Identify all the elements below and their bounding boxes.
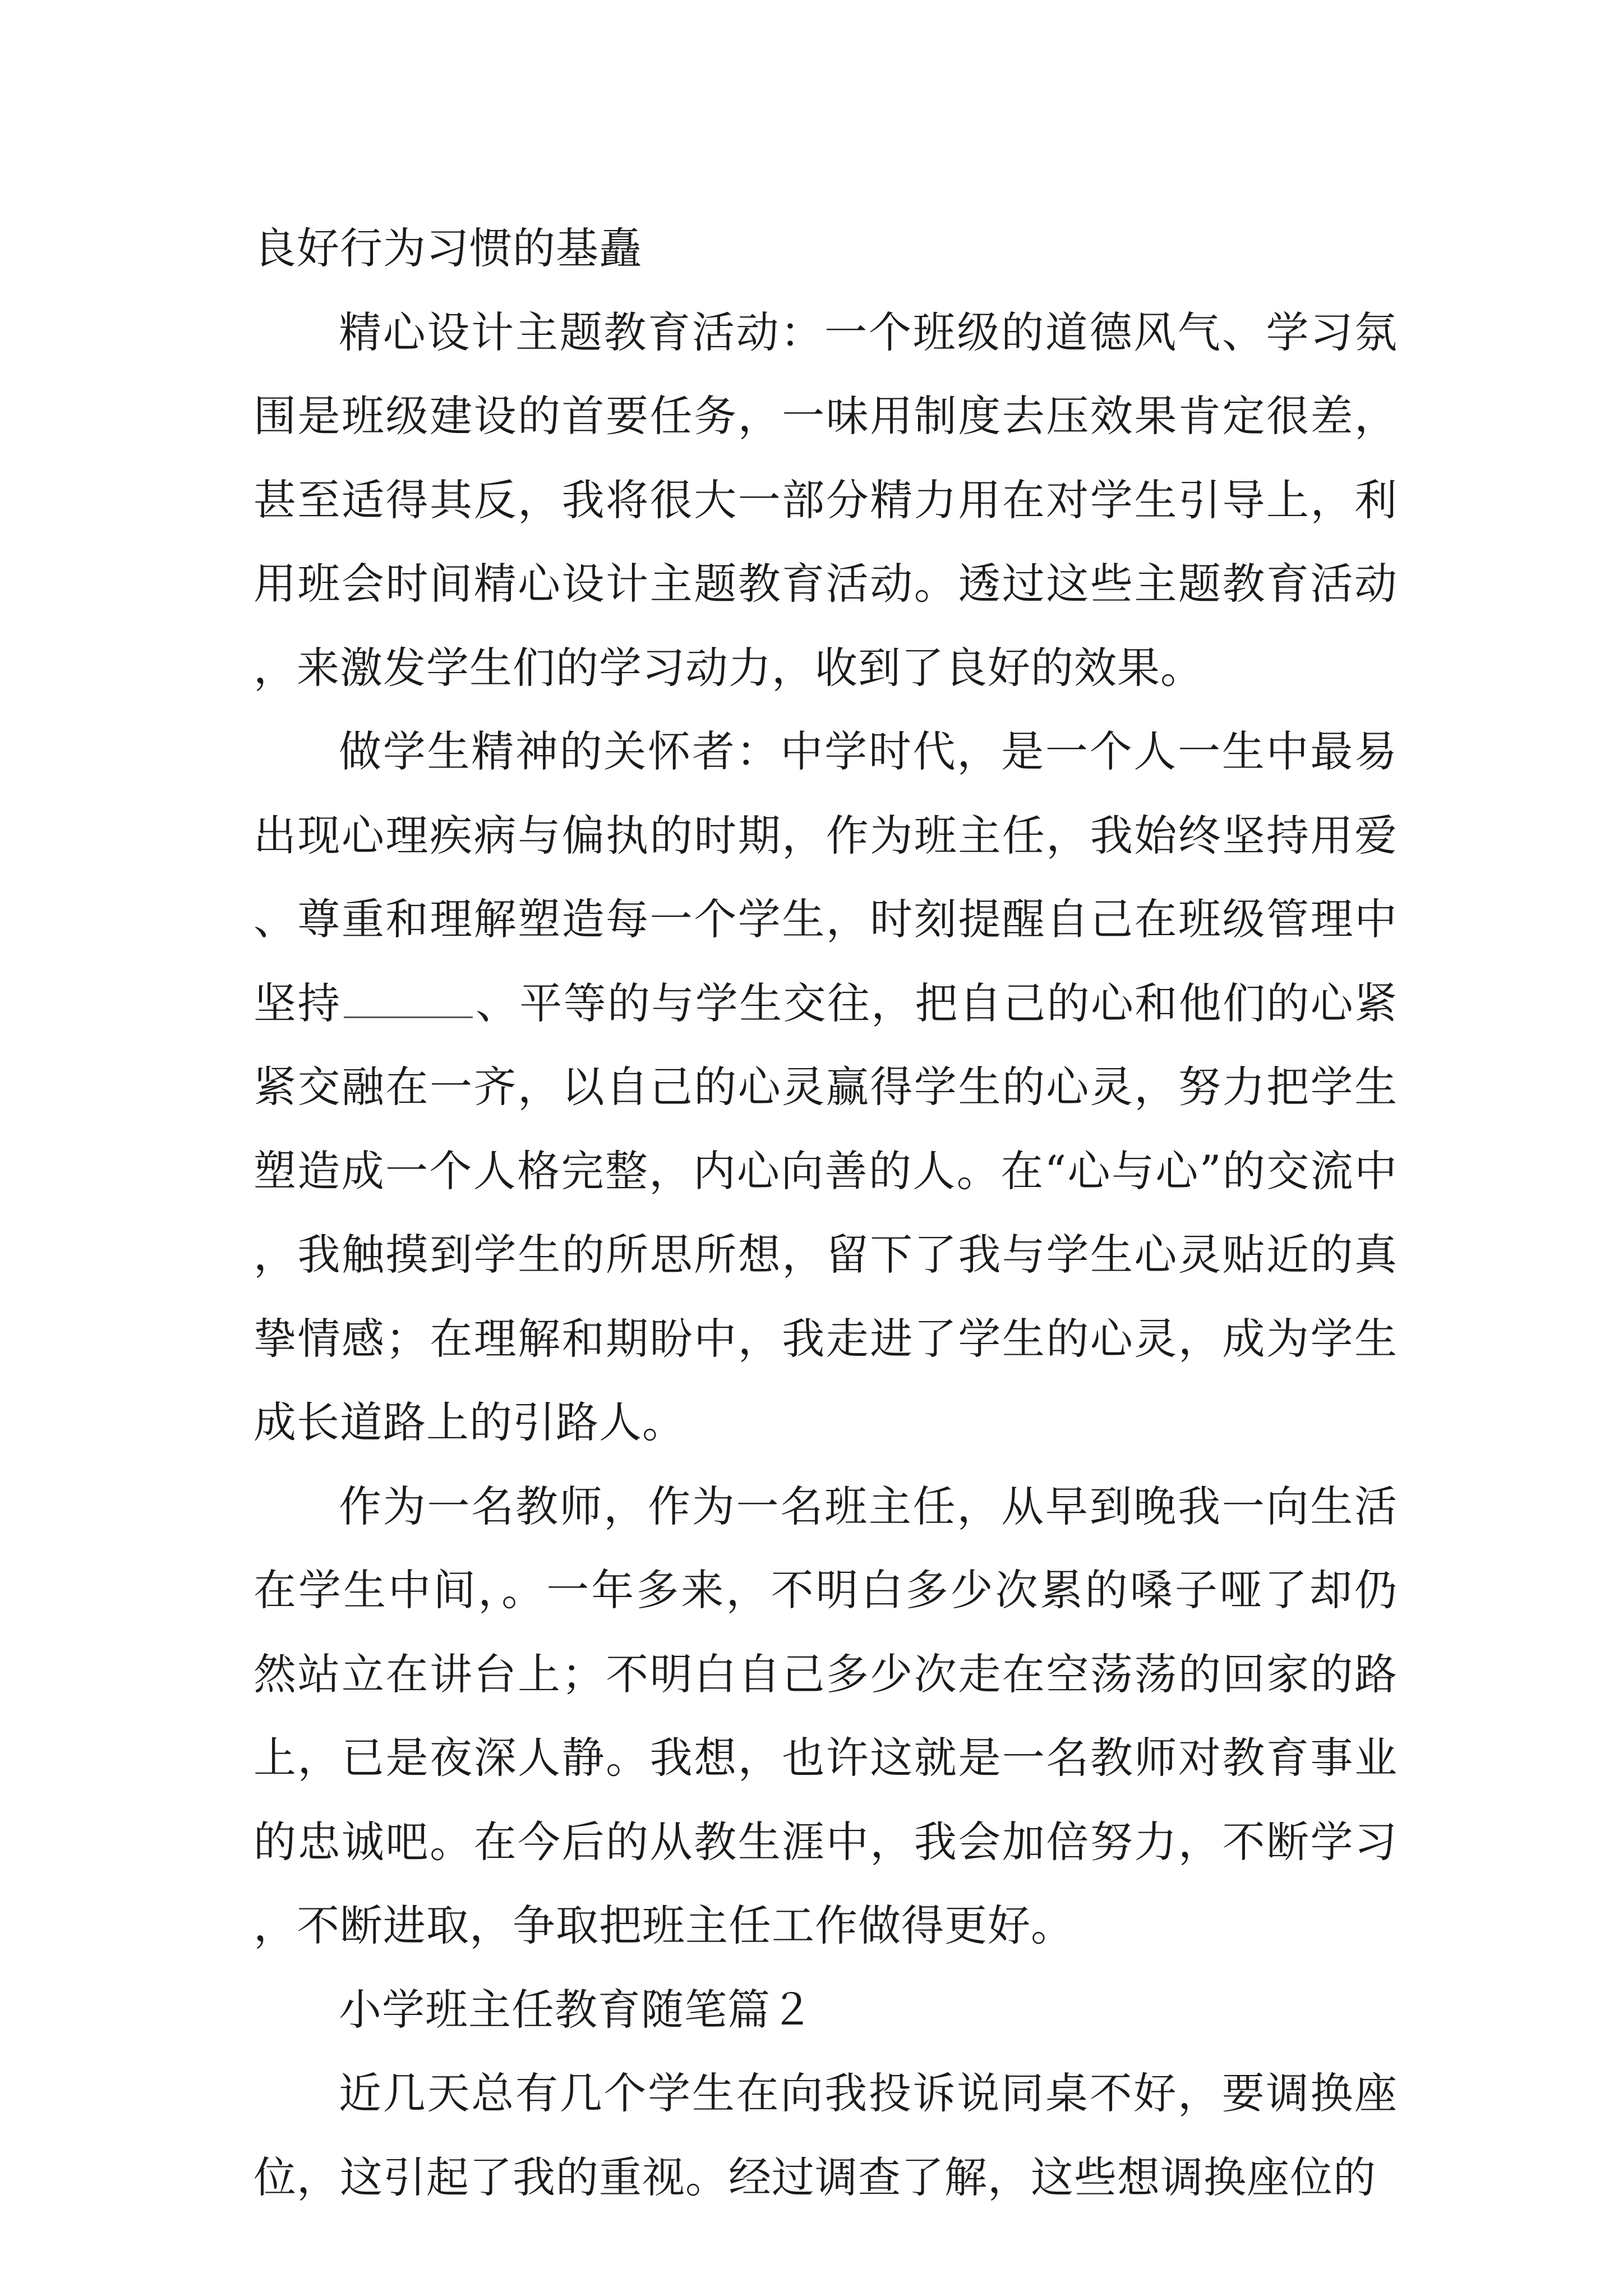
paragraph-theme-activities: 精心设计主题教育活动：一个班级的道德风气、学习氛围是班级建设的首要任务，一味用制度去压效果肯定很差，甚至适得其反，我将很大一部分精力用在对学生引导上，利用班会时间精心设计主题教育活动。透过这些主题教育活动，来激发学生们的学习动力，收到了良好的效果。 xyxy=(253,307,1398,693)
section-heading-essay-2: 小学班主任教育随笔篇２ xyxy=(339,1984,814,2035)
paragraph-teacher-devotion: 作为一名教师，作为一名班主任，从早到晚我一向生活在学生中间，。一年多来，不明白多少次累的嗓子哑了却仍然站立在讲台上；不明白自己多少次走在空荡荡的回家的路上，已是夜深人静。我想，也许这就是一名教师对教育事业的忠诚吧。在今后的从教生涯中，我会加倍努力，不断学习，不断进取，争取把班主任工作做得更好。 xyxy=(253,1481,1398,1950)
paragraph-spiritual-care-before: 做学生精神的关怀者：中学时代，是一个人一生中最易出现心理疾病与偏执的时期，作为班主任，我始终坚持用爱、尊重和理解塑造每一个学生，时刻提醒自己在班级管理中坚持 xyxy=(253,726,1398,1028)
paragraph-seat-change: 近几天总有几个学生在向我投诉说同桌不好，要调换座位，这引起了我的重视。经过调查了解，这些想调换座位的 xyxy=(253,2068,1398,2202)
paragraph-spiritual-care xyxy=(253,710,1398,1465)
paragraph-spiritual-care-after: 、平等的与学生交往，把自己的心和他们的心紧紧交融在一齐，以自己的心灵赢得学生的心灵，努力把学生塑造成一个人格完整，内心向善的人。在“心与心”的交流中，我触摸到学生的所思所想，留下了我与学生心灵贴近的真挚情感；在理解和期盼中，我走进了学生的心灵，成为学生成长道路上的引路人。 xyxy=(253,978,1398,1447)
document-body xyxy=(253,206,1398,2219)
paragraph-habit-foundation: 良好行为习惯的基矗 xyxy=(253,223,642,273)
fill-in-blank xyxy=(344,1014,473,1018)
